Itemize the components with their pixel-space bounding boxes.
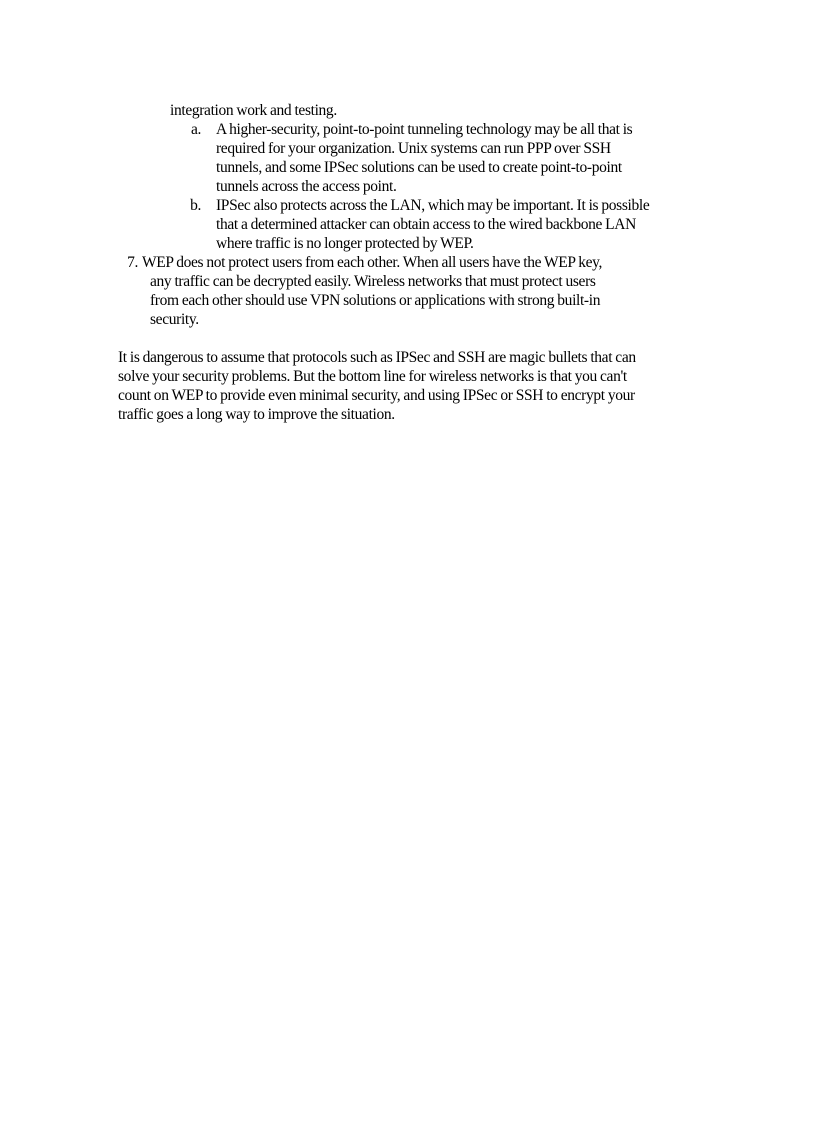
paragraph-line-2: solve your security problems. But the bottom line for wireless networks is that you can't bbox=[118, 368, 627, 385]
item7-line-2: any traffic can be decrypted easily. Wireless networks that must protect users bbox=[150, 273, 596, 290]
item7-line-4: security. bbox=[150, 311, 199, 328]
item7-line-3: from each other should use VPN solutions or applications with strong built-in bbox=[150, 292, 601, 309]
item7-line-1: WEP does not protect users from each other. When all users have the WEP key, bbox=[142, 254, 603, 271]
sublist-b-line-1: IPSec also protects across the LAN, which may be important. It is possible bbox=[216, 197, 650, 214]
sublist-marker-b: b. bbox=[190, 197, 201, 214]
sublist-a-line-2: required for your organization. Unix systems can run PPP over SSH bbox=[216, 140, 611, 157]
sublist-b-line-2: that a determined attacker can obtain access to the wired backbone LAN bbox=[216, 216, 636, 233]
continuation-text: integration work and testing. bbox=[170, 102, 337, 119]
sublist-a-line-4: tunnels across the access point. bbox=[216, 178, 397, 195]
sublist-a-line-3: tunnels, and some IPSec solutions can be used to create point-to-point bbox=[216, 159, 622, 176]
paragraph-line-1: It is dangerous to assume that protocols such as IPSec and SSH are magic bullets that can bbox=[118, 349, 636, 366]
sublist-marker-a: a. bbox=[190, 121, 201, 138]
list-marker-7: 7. bbox=[127, 254, 138, 271]
paragraph-line-4: traffic goes a long way to improve the situation. bbox=[118, 406, 395, 423]
sublist-a-line-1: A higher-security, point-to-point tunneling technology may be all that is bbox=[216, 121, 633, 138]
paragraph-line-3: count on WEP to provide even minimal security, and using IPSec or SSH to encrypt your bbox=[118, 387, 635, 404]
sublist-b-line-3: where traffic is no longer protected by WEP. bbox=[216, 235, 474, 252]
